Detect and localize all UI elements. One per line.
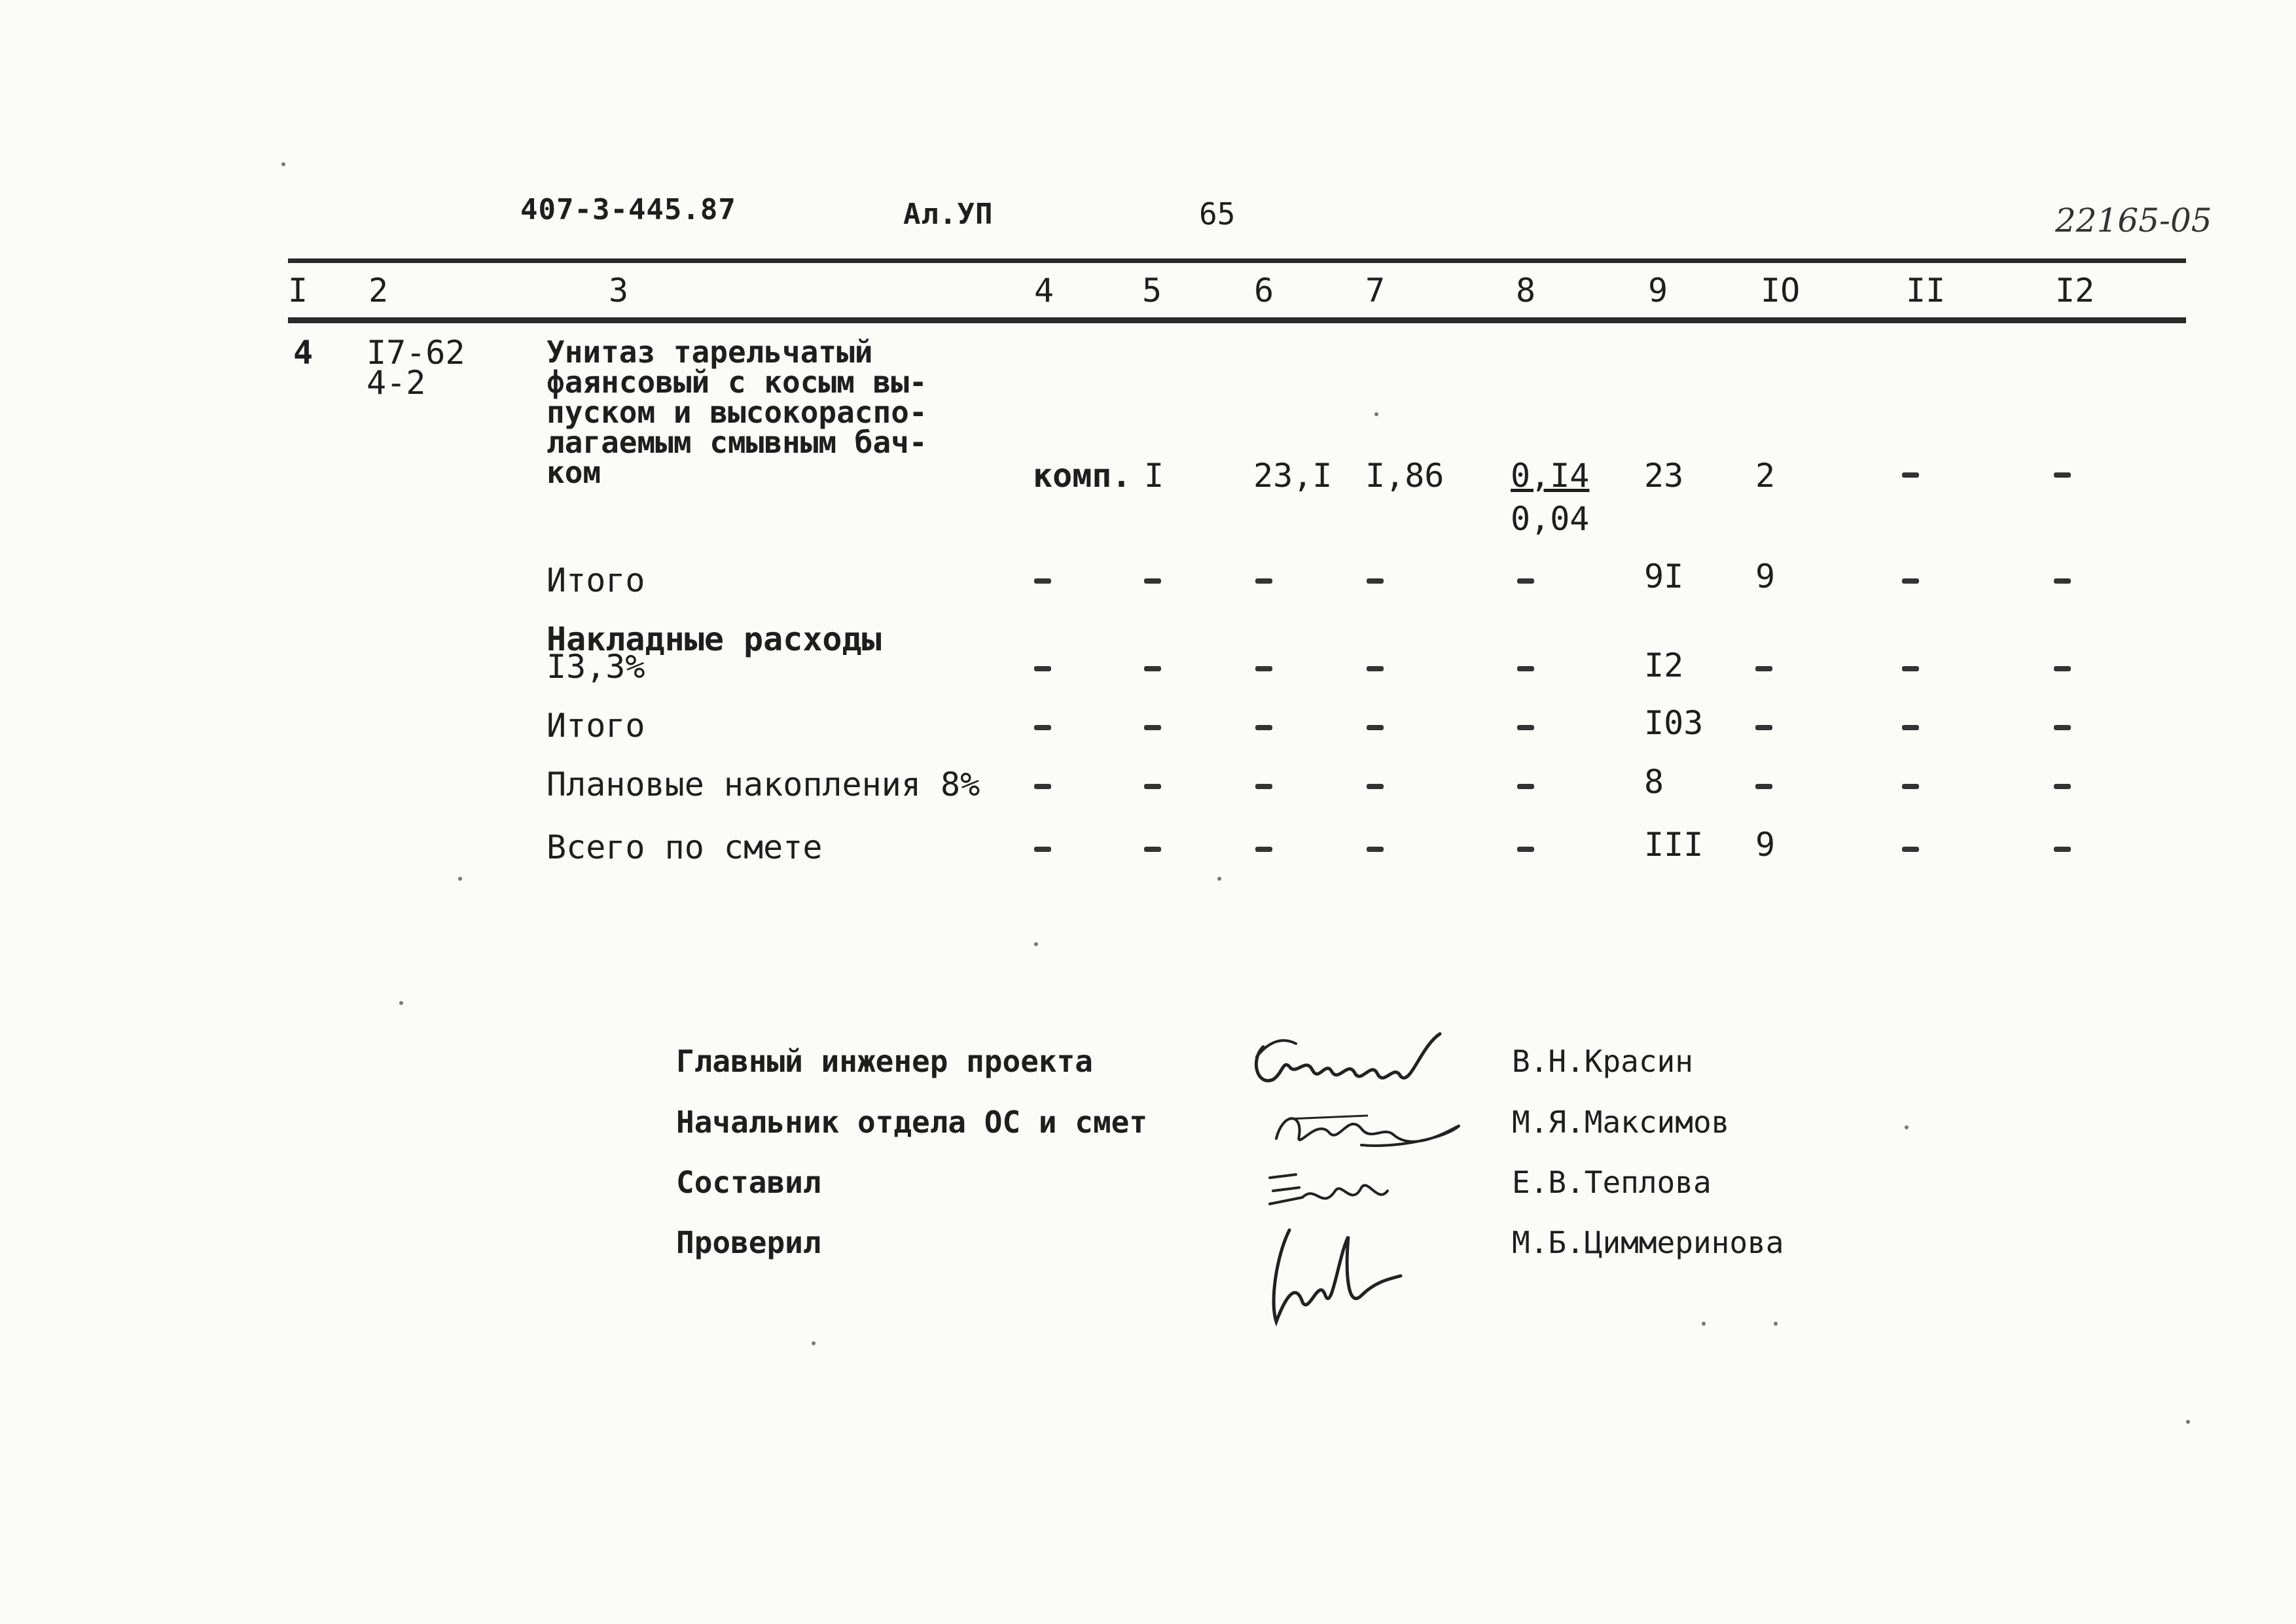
- signature-role: Главный инженер проекта: [676, 1044, 1093, 1079]
- summary-row-col9: I03: [1644, 704, 1704, 742]
- item-description-line2: фаянсовый с косым вы-: [547, 364, 927, 400]
- summary-dash: [2054, 784, 2071, 789]
- item-code-line1: I7-62: [367, 334, 465, 372]
- summary-dash: [1902, 666, 1919, 671]
- col-number-2: 2: [368, 272, 389, 309]
- doc-code: 407-3-445.87: [520, 193, 736, 226]
- col-number-3: 3: [609, 272, 629, 309]
- scan-speck: [458, 877, 462, 881]
- summary-dash: [2054, 578, 2071, 584]
- scan-speck: [1774, 1322, 1778, 1326]
- summary-row-col9: III: [1644, 826, 1704, 864]
- summary-dash: [1255, 725, 1272, 730]
- summary-row-col9: 9I: [1644, 557, 1684, 595]
- signature-name: В.Н.Красин: [1512, 1044, 1693, 1079]
- summary-row-label: Всего по смете: [547, 828, 823, 866]
- item-col11-dash: [1902, 472, 1919, 478]
- summary-dash: [1034, 725, 1051, 730]
- summary-dash: [1034, 784, 1051, 789]
- summary-dash: [1255, 578, 1272, 584]
- summary-dash: [2054, 666, 2071, 671]
- col-number-1: I: [288, 272, 308, 309]
- summary-dash: [1367, 847, 1384, 852]
- signature-role: Составил: [676, 1165, 821, 1200]
- item-description-line4: лагаемым смывным бач-: [547, 425, 927, 460]
- item-description-line3: пуском и высокораспо-: [547, 395, 927, 430]
- col-number-10: IO: [1761, 272, 1801, 309]
- summary-dash: [1034, 666, 1051, 671]
- summary-dash: [2054, 847, 2071, 852]
- item-code-line2: 4-2: [367, 364, 426, 402]
- item-unit: комп.: [1033, 457, 1132, 495]
- summary-dash: [1902, 784, 1919, 789]
- summary-row-col9: 8: [1644, 763, 1664, 801]
- col-number-6: 6: [1254, 272, 1274, 309]
- summary-dash: [1517, 666, 1534, 671]
- col-number-7: 7: [1365, 272, 1386, 309]
- summary-row-label: Итого: [547, 561, 645, 599]
- summary-dash: [1517, 578, 1534, 584]
- scan-speck: [1905, 1125, 1909, 1129]
- item-col9: 23: [1644, 457, 1684, 495]
- summary-dash: [1367, 578, 1384, 584]
- handwritten-signature-1: [1244, 1021, 1479, 1106]
- summary-dash: [1144, 847, 1161, 852]
- signature-role: Проверил: [676, 1225, 821, 1260]
- col-number-8: 8: [1516, 272, 1536, 309]
- summary-dash: [1255, 847, 1272, 852]
- item-description-line1: Унитаз тарельчатый: [547, 334, 873, 370]
- summary-dash: [1144, 725, 1161, 730]
- col-number-4: 4: [1034, 272, 1054, 309]
- summary-row-col10: 9: [1755, 557, 1776, 595]
- summary-dash: [1367, 666, 1384, 671]
- summary-dash: [1144, 784, 1161, 789]
- summary-row-col10: 9: [1755, 826, 1776, 864]
- col-number-11: II: [1906, 272, 1946, 309]
- summary-dash: [1034, 847, 1051, 852]
- col-number-9: 9: [1648, 272, 1668, 309]
- table-header-rule: [288, 317, 2186, 323]
- summary-dash: [1517, 847, 1534, 852]
- scan-speck: [812, 1341, 816, 1345]
- signature-name: Е.В.Теплова: [1512, 1165, 1712, 1200]
- col-number-12: I2: [2055, 272, 2095, 309]
- summary-dash: [1255, 666, 1272, 671]
- summary-dash: [1755, 784, 1772, 789]
- page-number: 65: [1199, 196, 1236, 232]
- summary-dash: [1902, 725, 1919, 730]
- album-number: Ал.УП: [903, 198, 994, 231]
- item-col6: 23,I: [1253, 457, 1333, 495]
- col-number-5: 5: [1142, 272, 1162, 309]
- summary-dash: [1367, 725, 1384, 730]
- summary-row-col9: I2: [1644, 646, 1684, 684]
- item-col8-top: 0,I4: [1511, 457, 1590, 495]
- summary-dash: [1367, 784, 1384, 789]
- handwritten-signature-3: [1257, 1158, 1414, 1224]
- scan-speck: [1034, 942, 1038, 946]
- signature-name: М.Б.Циммеринова: [1512, 1225, 1784, 1260]
- summary-dash: [1755, 666, 1772, 671]
- item-col10: 2: [1755, 457, 1776, 495]
- archive-number: 22165-05: [2055, 202, 2212, 239]
- summary-row-label: Итого: [547, 707, 645, 745]
- scan-speck: [1374, 412, 1378, 416]
- item-description-line5: ком: [547, 455, 601, 490]
- scan-speck: [1217, 877, 1221, 881]
- summary-dash: [1144, 666, 1161, 671]
- summary-row-label-percent: I3,3%: [547, 648, 645, 686]
- item-number: 4: [293, 334, 314, 372]
- summary-dash: [2054, 725, 2071, 730]
- summary-dash: [1755, 725, 1772, 730]
- summary-dash: [1517, 784, 1534, 789]
- item-col8-bottom: 0,04: [1511, 500, 1590, 538]
- summary-dash: [1034, 578, 1051, 584]
- signature-role: Начальник отдела ОС и смет: [676, 1104, 1148, 1140]
- summary-row-label: Плановые накопления 8%: [547, 766, 980, 803]
- scan-speck: [1702, 1322, 1706, 1326]
- item-col7: I,86: [1365, 457, 1444, 495]
- item-quantity: I: [1144, 457, 1164, 495]
- summary-dash: [1255, 784, 1272, 789]
- table-top-rule: [288, 258, 2186, 263]
- scan-speck: [281, 162, 285, 166]
- scan-speck: [399, 1001, 403, 1005]
- handwritten-signature-4: [1257, 1217, 1427, 1335]
- summary-dash: [1517, 725, 1534, 730]
- summary-dash: [1144, 578, 1161, 584]
- scan-speck: [2186, 1420, 2190, 1424]
- signature-name: М.Я.Максимов: [1512, 1104, 1730, 1140]
- item-col12-dash: [2054, 472, 2071, 478]
- summary-dash: [1902, 578, 1919, 584]
- summary-dash: [1902, 847, 1919, 852]
- summary-row-label: Накладные расходы: [547, 620, 882, 658]
